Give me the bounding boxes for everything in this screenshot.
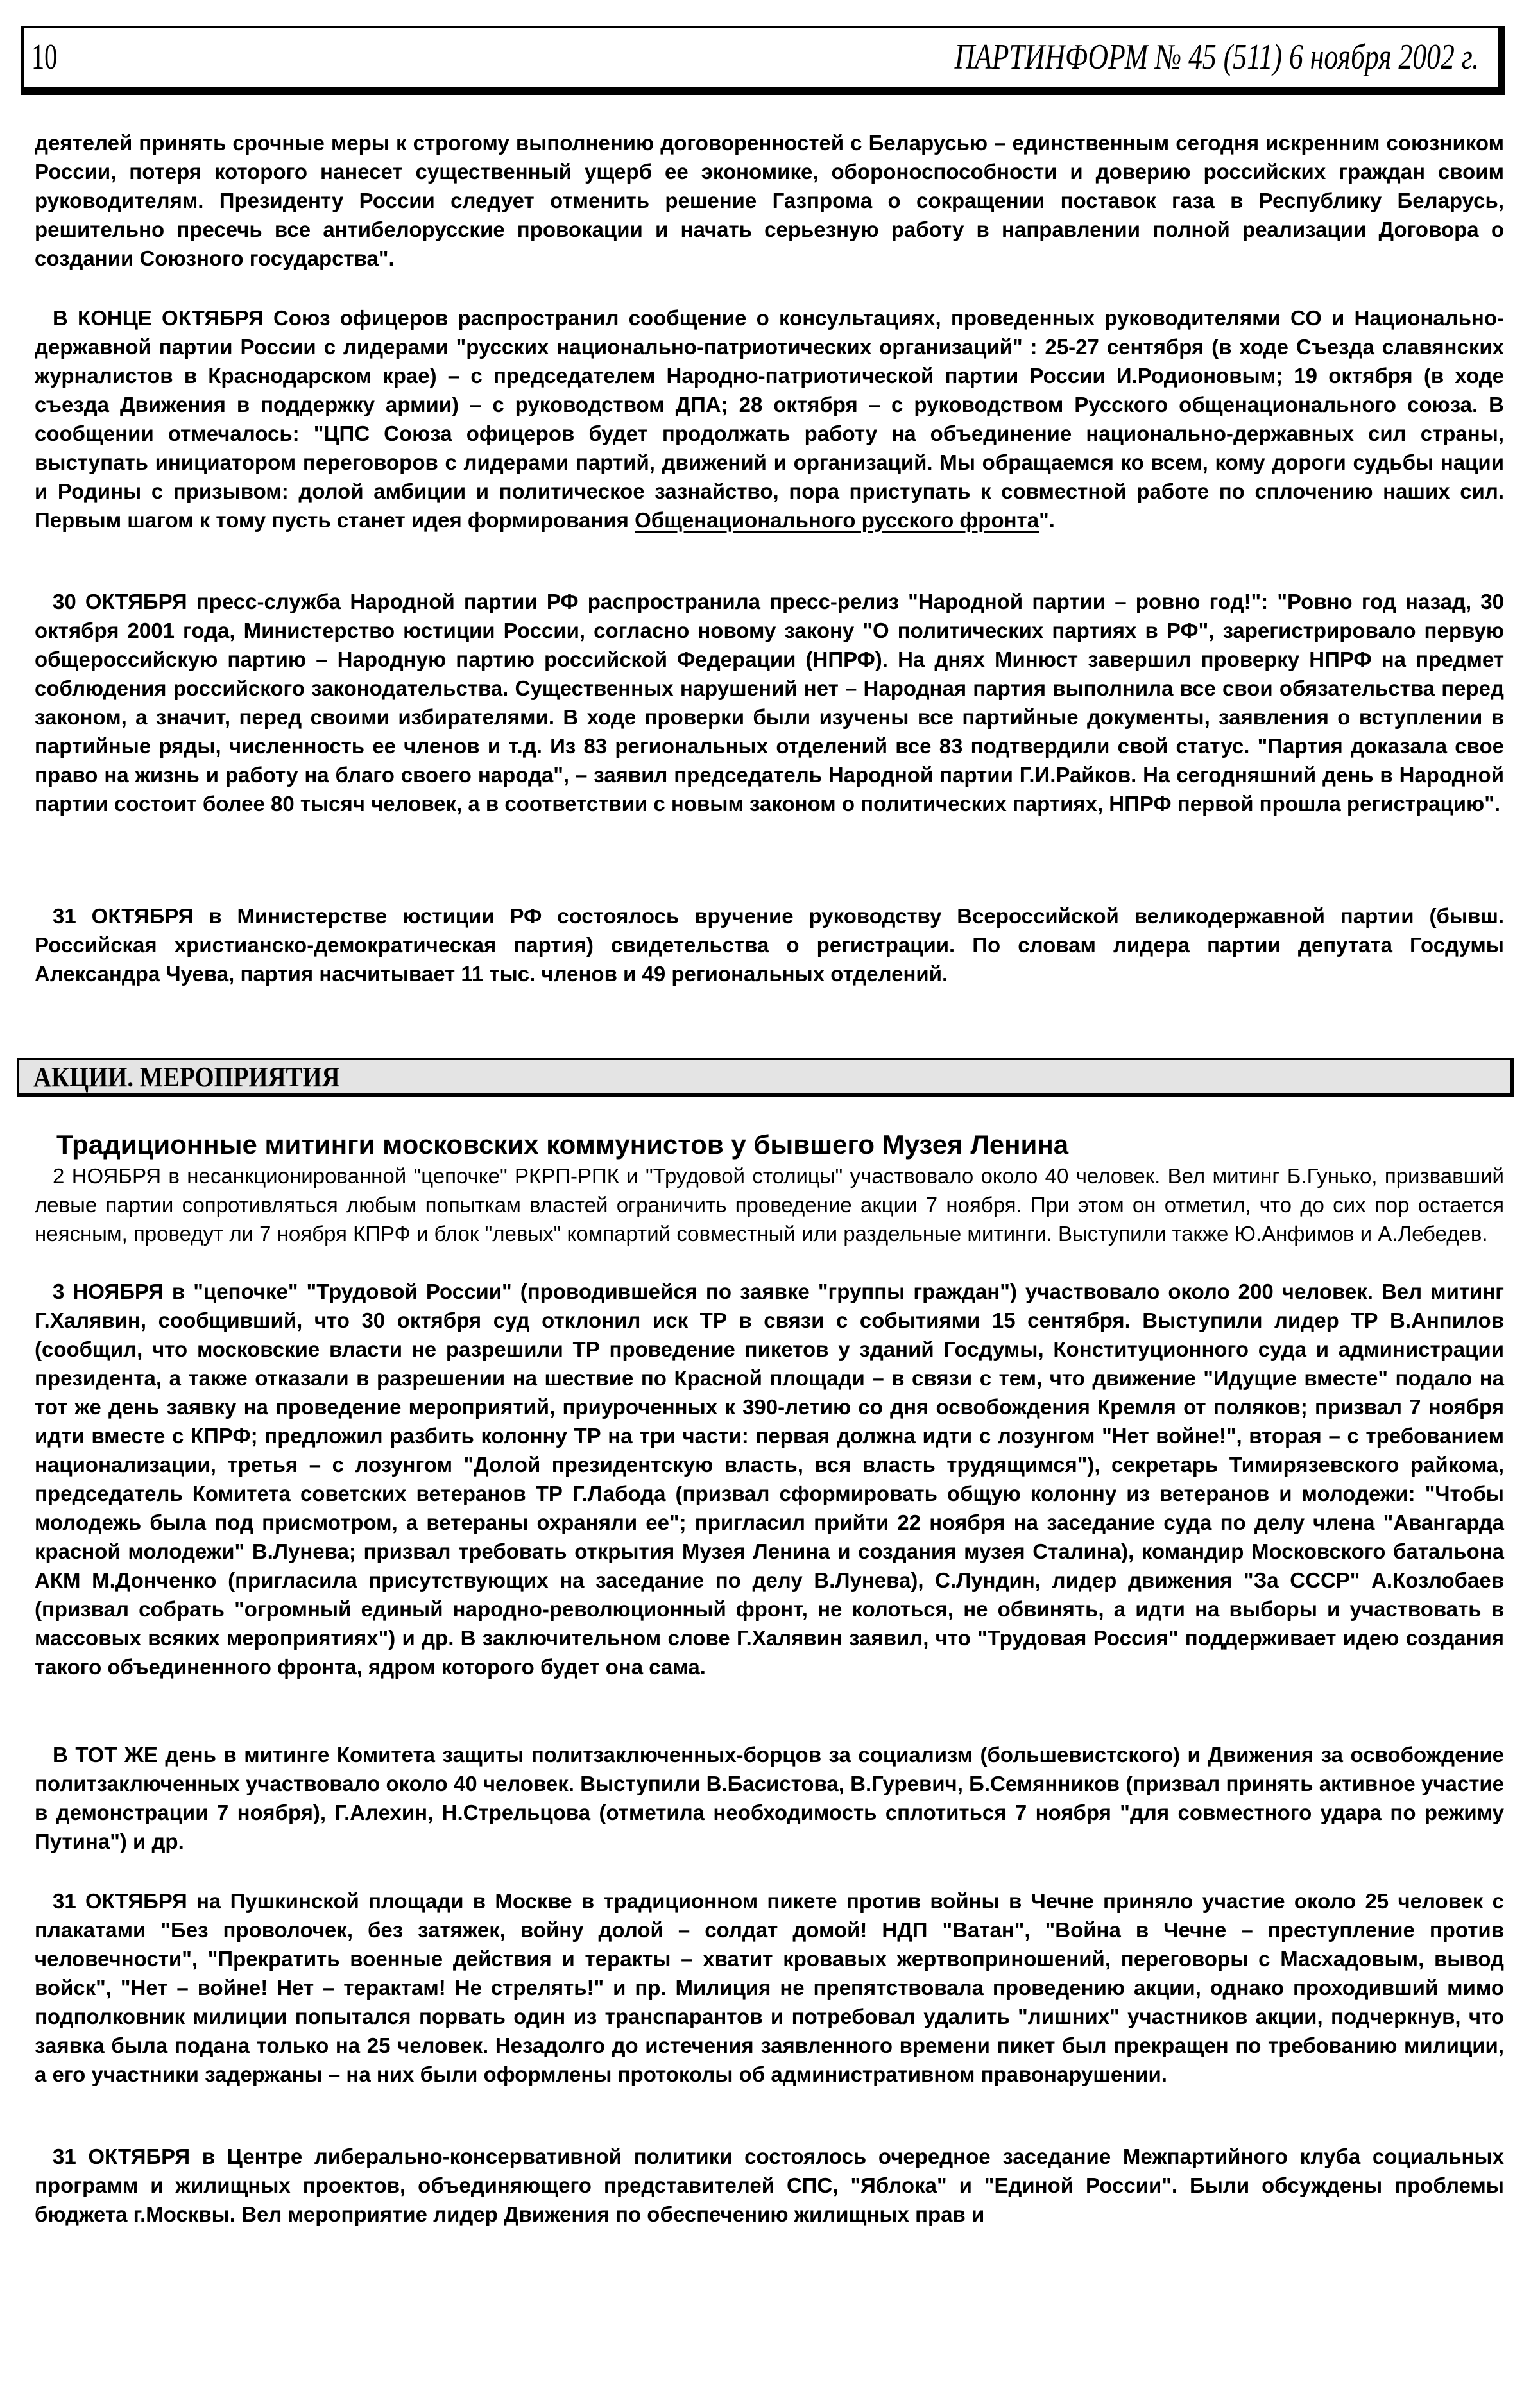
article-headline: Традиционные митинги московских коммунистов у бывшего Музея Ленина xyxy=(56,1129,1069,1160)
paragraph-text: деятелей принять срочные меры к строгому выполнению договоренностей с Беларусью – единственным сегодня искренним союзником России, потеря которого нанесет существенный ущерб ее экономике, обороноспособности и доверию российских граждан своим руководителям. Президенту России следует отменить решение Газпрома о сокращении поставок газа в Республику Беларусь, решительно пресечь все антибелорусские провокации и начать серьезную работу в направлении полной реализации Договора о создании Союзного государства". xyxy=(35,131,1504,270)
date-lead: В КОНЦЕ ОКТЯБРЯ xyxy=(53,306,264,330)
paragraph-people-party xyxy=(35,587,1504,818)
paragraph-tail: ". xyxy=(1039,508,1055,532)
section-header-bar xyxy=(17,1058,1514,1097)
paragraph-text: пресс-служба Народной партии РФ распространила пресс-релиз "Народной партии – ровно год!": "Ровно год назад, 30 октября 2001 года, Министерство юстиции России, согласно новому закону "О политических партиях в РФ", зарегистрировало первую общероссийскую партию – Народную партию российской Федерации (НПРФ). На днях Минюст завершил проверку НПРФ на предмет соблюдения российского законодательства. Существенных нарушений нет – Народная партия выполнила все свои обязательства перед законом, а значит, перед своими избирателями. В ходе проверки были изучены все партийные документы, заявления о вступлении в партийные ряды, численность ее членов и т.д. Из 83 региональных отделений все 83 подтвердили свой статус. "Партия доказала свое право на жизнь и работу на благо своего народа", – заявил председатель Народной партии Г.И.Райков. На сегодняшний день в Народной партии состоит более 80 тысяч человек, а в соответствии с новым законом о политических партиях, НПРФ первой прошла регистрацию". xyxy=(35,590,1504,816)
section-title: АКЦИИ. МЕРОПРИЯТИЯ xyxy=(33,1061,340,1093)
date-lead: 31 ОКТЯБРЯ xyxy=(53,1889,187,1913)
paragraph-interparty-club xyxy=(35,2142,1504,2229)
date-lead: 31 ОКТЯБРЯ xyxy=(53,904,194,928)
paragraph-text: 2 НОЯБРЯ в несанкционированной "цепочке" РКРП-РПК и "Трудовой столицы" участвовало около 40 человек. Вел митинг Б.Гунько, призвавший левые партии сопротивляться любым попыткам властей ограничить проведение акции 7 ноября. При этом он отметил, что до сих пор остается неясным, проведут ли 7 ноября КПРФ и блок "левых" компартий совместный или раздельные митинги. Выступили также Ю.Анфимов и А.Лебедев. xyxy=(35,1164,1504,1246)
paragraph-text: в Центре либерально-консервативной политики состоялось очередное заседание Межпартийного клуба социальных программ и жилищных проектов, объединяющего представителей СПС, "Яблока" и "Единой России". Были обсуждены проблемы бюджета г.Москвы. Вел мероприятие лидер Движения по обеспечению жилищных прав и xyxy=(35,2145,1504,2226)
paragraph-ministry-justice xyxy=(35,902,1504,988)
paragraph-text: в "цепочке" "Трудовой России" (проводившейся по заявке "группы граждан") участвовало около 200 человек. Вел митинг Г.Халявин, сообщивший, что 30 октября суд отклонил иск ТР в связи с событиями 15 сентября. Выступили лидер ТР В.Анпилов (сообщил, что московские власти не разрешили ТР проведение пикетов у зданий Госдумы, Конституционного суда и администрации президента, а также отказали в разрешении на шествие по Красной площади – в связи с тем, что движение "Идущие вместе" подало на тот же день заявку на проведение мероприятий, приуроченных к 390-летию со дня освобождения Кремля от поляков; призвал 7 ноября идти вместе с КПРФ; предложил разбить колонну ТР на три части: первая должна идти с лозунгом "Нет войне!", вторая – с требованием национализации, третья – с лозунгом "Долой президентскую власть, вся власть трудящимся"), секретарь Тимирязевского райкома, председатель Комитета советских ветеранов ТР Г.Лабода (призвал сформировать общую колонну из ветеранов и молодежи: "Чтобы молодежь была под присмотром, а ветераны охраняли ее"; пригласил прийти 22 ноября на заседание суда по делу члена "Авангарда красной молодежи" В.Лунева; призвал требовать открытия Музея Ленина и создания музея Сталина), командир Московского батальона АКМ М.Донченко (пригласила присутствующих на заседание по делу В.Лунева), С.Лундин, лидер движения "За СССР" А.Козлобаев (призвал собрать "огромный единый народно-революционный фронт, не колоться, не обвинять, а идти на выборы и участвовать в массовых всяких мероприятиях") и др. В заключительном слове Г.Халявин заявил, что "Трудовая Россия" поддерживает идею создания такого объединенного фронта, ядром которого будет она сама. xyxy=(35,1280,1504,1679)
article-paragraph-nov3 xyxy=(35,1277,1504,1681)
date-lead: 3 НОЯБРЯ xyxy=(53,1280,164,1303)
date-lead: 31 ОКТЯБРЯ xyxy=(53,2145,191,2168)
paragraph-text: Союз офицеров распространил сообщение о консультациях, проведенных руководителями СО и Национально-державной партии России с лидерами "русских национально-патриотических организаций" : 25-27 сентября (в ходе Съезда славянских журналистов в Краснодарском крае) – с председателем Народно-патриотической партии России И.Родионовым; 19 октября (в ходе съезда Движения в поддержку армии) – с руководством ДПА; 28 октября – с руководством Русского общенационального союза. В сообщении отмечалось: "ЦПС Союза офицеров будет продолжать работу на объединение национально-державных сил страны, выступать инициатором переговоров с лидерами партий, движений и организаций. Мы обращаемся ко всем, кому дороги судьбы нации и Родины с призывом: долой амбиции и политическое зазнайство, пора приступать к совместной работе по сплочению наших сил. Первым шагом к тому пусть станет идея формирования xyxy=(35,306,1504,532)
date-lead: В ТОТ ЖЕ xyxy=(53,1743,158,1767)
running-header xyxy=(21,26,1505,95)
article-paragraph-same-day xyxy=(35,1740,1504,1856)
paragraph-officers-union xyxy=(35,304,1504,535)
paragraph-belarus-continued xyxy=(35,128,1504,273)
issue-title: ПАРТИНФОРМ № 45 (511) 6 ноября 2002 г. xyxy=(954,37,1479,77)
paragraph-text: на Пушкинской площади в Москве в традиционном пикете против войны в Чечне приняло участие около 25 человек с плакатами "Без проволочек, без затяжек, войну долой – солдат домой! НДП "Ватан", "Война в Чечне – преступление против человечности", "Прекратить военные действия и теракты – хватит кровавых жертвоприношений, переговоры с Масхадовым, вывод войск", "Нет – войне! Нет – терактам! Не стрелять!" и пр. Милиция не препятствовала проведению акции, однако проходивший мимо подполковник милиции попытался порвать один из транспарантов и потребовал удалить "лишних" участников акции, подчеркнув, что заявка была подана только на 25 человек. Незадолго до истечения заявленного времени пикет был прекращен по требованию милиции, а его участники задержаны – на них были оформлены протоколы об административном правонарушении. xyxy=(35,1889,1504,2086)
article-paragraph-nov2 xyxy=(35,1161,1504,1248)
paragraph-pushkin-square-picket xyxy=(35,1887,1504,2089)
paragraph-text: день в митинге Комитета защиты политзаключенных-борцов за социализм (большевистского) и Движения за освобождение политзаключенных участвовало около 40 человек. Выступили В.Басистова, В.Гуревич, Б.Семянников (призвал принять активное участие в демонстрации 7 ноября), Г.Алехин, Н.Стрельцова (отметила необходимость сплотиться 7 ноября "для совместного удара по режиму Путина") и др. xyxy=(35,1743,1504,1853)
page-number: 10 xyxy=(31,37,58,77)
date-lead: 30 ОКТЯБРЯ xyxy=(53,590,187,613)
paragraph-text: в Министерстве юстиции РФ состоялось вручение руководству Всероссийской великодержавной партии (бывш. Российская христианско-демократическая партия) свидетельства о регистрации. По словам лидера партии депутата Госдумы Александра Чуева, партия насчитывает 11 тыс. членов и 49 региональных отделений. xyxy=(35,904,1505,986)
front-link[interactable]: Общенационального русского фронта xyxy=(635,508,1040,532)
